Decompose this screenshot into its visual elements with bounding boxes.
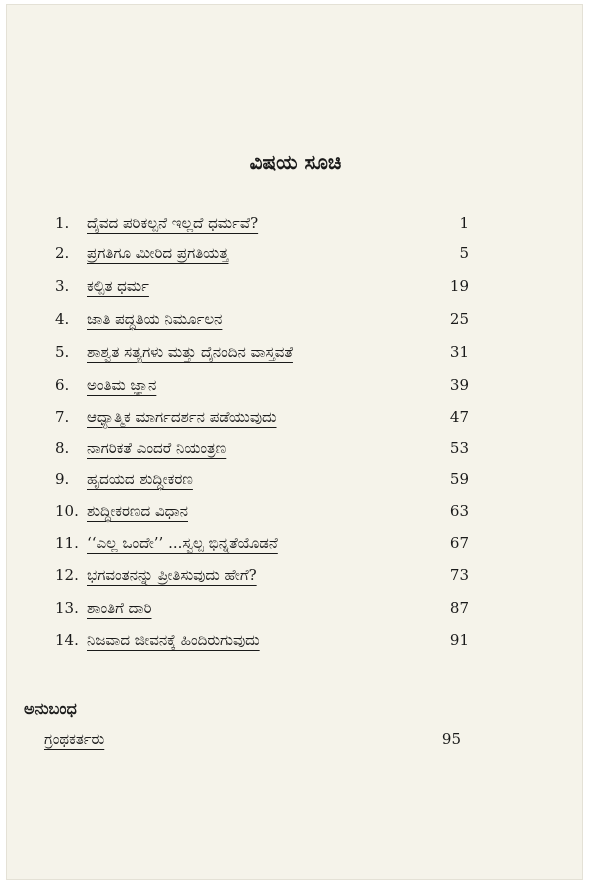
toc-entry-page: 47 <box>449 408 469 426</box>
toc-entry-label: ಶಾಶ್ವತ ಸತ್ಯಗಳು ಮತ್ತು ದೈನಂದಿನ ವಾಸ್ತವತೆ <box>87 343 293 361</box>
toc-entry-label: ಶುದ್ಧೀಕರಣದ ವಿಧಾನ <box>87 502 188 520</box>
toc-entry-number: 2. <box>55 244 70 262</box>
toc-entry[interactable] <box>0 631 591 655</box>
appendix-item-label: ಗ್ರಂಥಕರ್ತರು <box>44 730 105 748</box>
toc-entry-number: 5. <box>55 343 70 361</box>
toc-entry[interactable] <box>0 277 591 301</box>
toc-entry-page: 39 <box>449 376 469 394</box>
toc-entry-number: 13. <box>55 599 79 617</box>
toc-entry[interactable] <box>0 599 591 623</box>
toc-entry-label: ಪ್ರಗತಿಗೂ ಮೀರಿದ ಪ್ರಗತಿಯತ್ತ <box>87 244 229 262</box>
toc-entry-number: 3. <box>55 277 70 295</box>
toc-entry[interactable] <box>0 376 591 400</box>
toc-entry[interactable] <box>0 310 591 334</box>
toc-entry-label: ಜಾತಿ ಪದ್ಧತಿಯ ನಿರ್ಮೂಲನ <box>87 310 223 328</box>
appendix-item-page: 95 <box>441 730 461 748</box>
toc-entry-number: 4. <box>55 310 70 328</box>
toc-entry-label: ದೈವದ ಪರಿಕಲ್ಪನೆ ಇಲ್ಲದೆ ಧರ್ಮವೆ? <box>87 214 259 232</box>
toc-entry[interactable] <box>0 343 591 367</box>
page-title: ವಿಷಯ ಸೂಚಿ <box>249 150 342 174</box>
toc-entry-page: 87 <box>449 599 469 617</box>
toc-entry-page: 5 <box>459 244 469 262</box>
toc-entry-label: ಹೃದಯದ ಶುದ್ಧೀಕರಣ <box>87 470 193 488</box>
toc-entry-number: 10. <box>55 502 79 520</box>
toc-entry[interactable] <box>0 470 591 494</box>
toc-entry[interactable] <box>0 534 591 558</box>
toc-entry-number: 12. <box>55 566 79 584</box>
toc-entry-page: 53 <box>449 439 469 457</box>
toc-entry-number: 8. <box>55 439 70 457</box>
toc-entry-label: ನಿಜವಾದ ಜೀವನಕ್ಕೆ ಹಿಂದಿರುಗುವುದು <box>87 631 260 649</box>
toc-entry-number: 1. <box>55 214 70 232</box>
toc-entry-number: 14. <box>55 631 79 649</box>
toc-entry-page: 59 <box>449 470 469 488</box>
toc-entry-label: ‘‘ಎಲ್ಲ ಒಂದೇ’’ ...ಸ್ವಲ್ಪ ಭಿನ್ನತೆಯೊಡನೆ <box>87 534 278 552</box>
appendix-heading: ಅನುಬಂಧ <box>24 699 77 718</box>
toc-entry-number: 11. <box>55 534 79 552</box>
toc-entry-label: ಅಂತಿಮ ಜ್ಞಾನ <box>87 376 157 394</box>
toc-entry-label: ಕಲ್ಪಿತ ಧರ್ಮ <box>87 277 149 295</box>
toc-entry-page: 25 <box>449 310 469 328</box>
toc-entry-number: 9. <box>55 470 70 488</box>
toc-entry-label: ನಾಗರಿಕತೆ ಎಂದರೆ ನಿಯಂತ್ರಣ <box>87 439 227 457</box>
toc-entry[interactable] <box>0 244 591 268</box>
toc-entry-number: 7. <box>55 408 70 426</box>
toc-entry[interactable] <box>0 408 591 432</box>
toc-entry-label: ಭಗವಂತನನ್ನು ಪ್ರೀತಿಸುವುದು ಹೇಗೆ? <box>87 566 257 584</box>
toc-entry-label: ಶಾಂತಿಗೆ ದಾರಿ <box>87 599 152 617</box>
toc-entry-page: 31 <box>449 343 469 361</box>
toc-entry[interactable] <box>0 502 591 526</box>
toc-entry-page: 73 <box>449 566 469 584</box>
toc-entry-number: 6. <box>55 376 70 394</box>
toc-entry-page: 63 <box>449 502 469 520</box>
toc-entry-page: 19 <box>449 277 469 295</box>
toc-entry-page: 1 <box>459 214 469 232</box>
toc-entry[interactable] <box>0 566 591 590</box>
toc-entry[interactable] <box>0 439 591 463</box>
bleed-through-text <box>230 193 235 211</box>
toc-entry-page: 91 <box>449 631 469 649</box>
toc-entry-page: 67 <box>449 534 469 552</box>
toc-entry[interactable] <box>0 214 591 238</box>
toc-entry-label: ಆಧ್ಯಾತ್ಮಿಕ ಮಾರ್ಗದರ್ಶನ ಪಡೆಯುವುದು <box>87 408 277 426</box>
